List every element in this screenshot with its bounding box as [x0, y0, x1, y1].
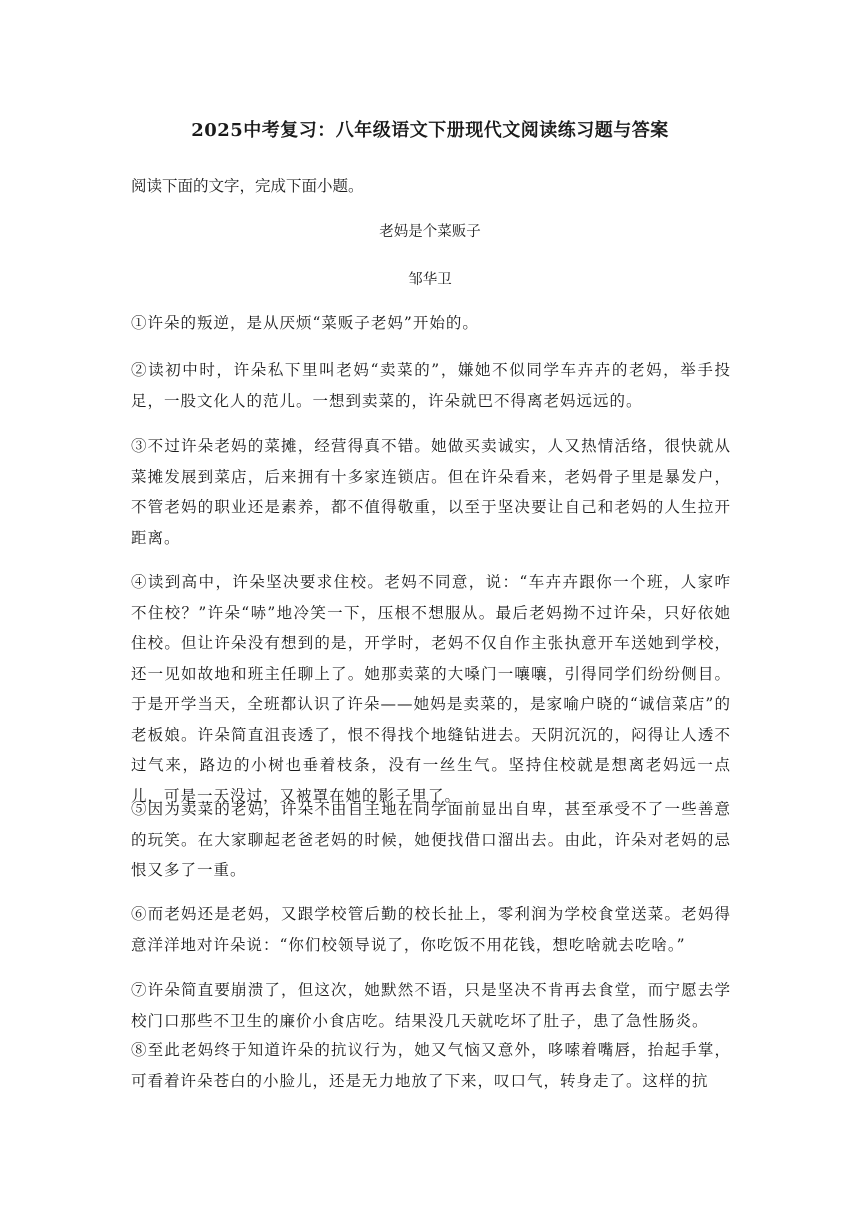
- paragraph-6: ⑥而老妈还是老妈，又跟学校管后勤的校长扯上，零利润为学校食堂送菜。老妈得意洋洋地对许朵说：“你们校领导说了，你吃饭不用花钱，想吃啥就去吃啥。”: [131, 905, 731, 954]
- paragraph-4: ④读到高中，许朵坚决要求住校。老妈不同意，说：“车卉卉跟你一个班，人家咋不住校？”许朵“哧”地冷笑一下，压根不想服从。最后老妈拗不过许朵，只好依她住校。但让许朵没有想到的是，开学时，老妈不仅自作主张执意开车送她到学校，还一见如故地和班主任聊上了。她那卖菜的大嗓门一嚷嚷，引得同学们纷纷侧目。于是开学当天，全班都认识了许朵——她妈是卖菜的，是家喻户晓的“诚信菜店”的老板娘。许朵简直沮丧透了，恨不得找个地缝钻进去。天阴沉沉的，闷得让人透不过气来，路边的小树也垂着枝条，没有一丝生气。坚持住校就是想离老妈远一点儿，可是一天没过，又被罩在她的影子里了。: [131, 573, 731, 805]
- paragraph-2: ②读初中时，许朵私下里叫老妈“卖菜的”，嫌她不似同学车卉卉的老妈，举手投足，一股文化人的范儿。一想到卖菜的，许朵就巴不得离老妈远远的。: [131, 361, 731, 410]
- story-title: 老妈是个菜贩子: [379, 224, 481, 240]
- story-author: 邹华卫: [408, 272, 452, 288]
- document-title: 2025中考复习：八年级语文下册现代文阅读练习题与答案: [191, 120, 669, 141]
- paragraph-8: ⑧至此老妈终于知道许朵的抗议行为，她又气恼又意外，哆嗦着嘴唇，抬起手掌，可看着许朵苍白的小脸儿，还是无力地放了下来，叹口气，转身走了。这样的抗: [131, 1041, 731, 1090]
- paragraph-7: ⑦许朵简直要崩溃了，但这次，她默然不语，只是坚决不肯再去食堂，而宁愿去学校门口那些不卫生的廉价小食店吃。结果没几天就吃坏了肚子，患了急性肠炎。: [131, 981, 731, 1030]
- reading-instruction: 阅读下面的文字，完成下面小题。: [131, 177, 364, 195]
- paragraph-5: ⑤因为卖菜的老妈，许朵不由自主地在同学面前显出自卑，甚至承受不了一些善意的玩笑。在大家聊起老爸老妈的时候，她便找借口溜出去。由此，许朵对老妈的忌恨又多了一重。: [131, 800, 731, 879]
- paragraph-3: ③不过许朵老妈的菜摊，经营得真不错。她做买卖诚实，人又热情活络，很快就从菜摊发展到菜店，后来拥有十多家连锁店。但在许朵看来，老妈骨子里是暴发户，不管老妈的职业还是素养，都不值得敬重，以至于坚决要让自己和老妈的人生拉开距离。: [131, 437, 731, 547]
- paragraph-1: ①许朵的叛逆，是从厌烦“菜贩子老妈”开始的。: [131, 314, 479, 332]
